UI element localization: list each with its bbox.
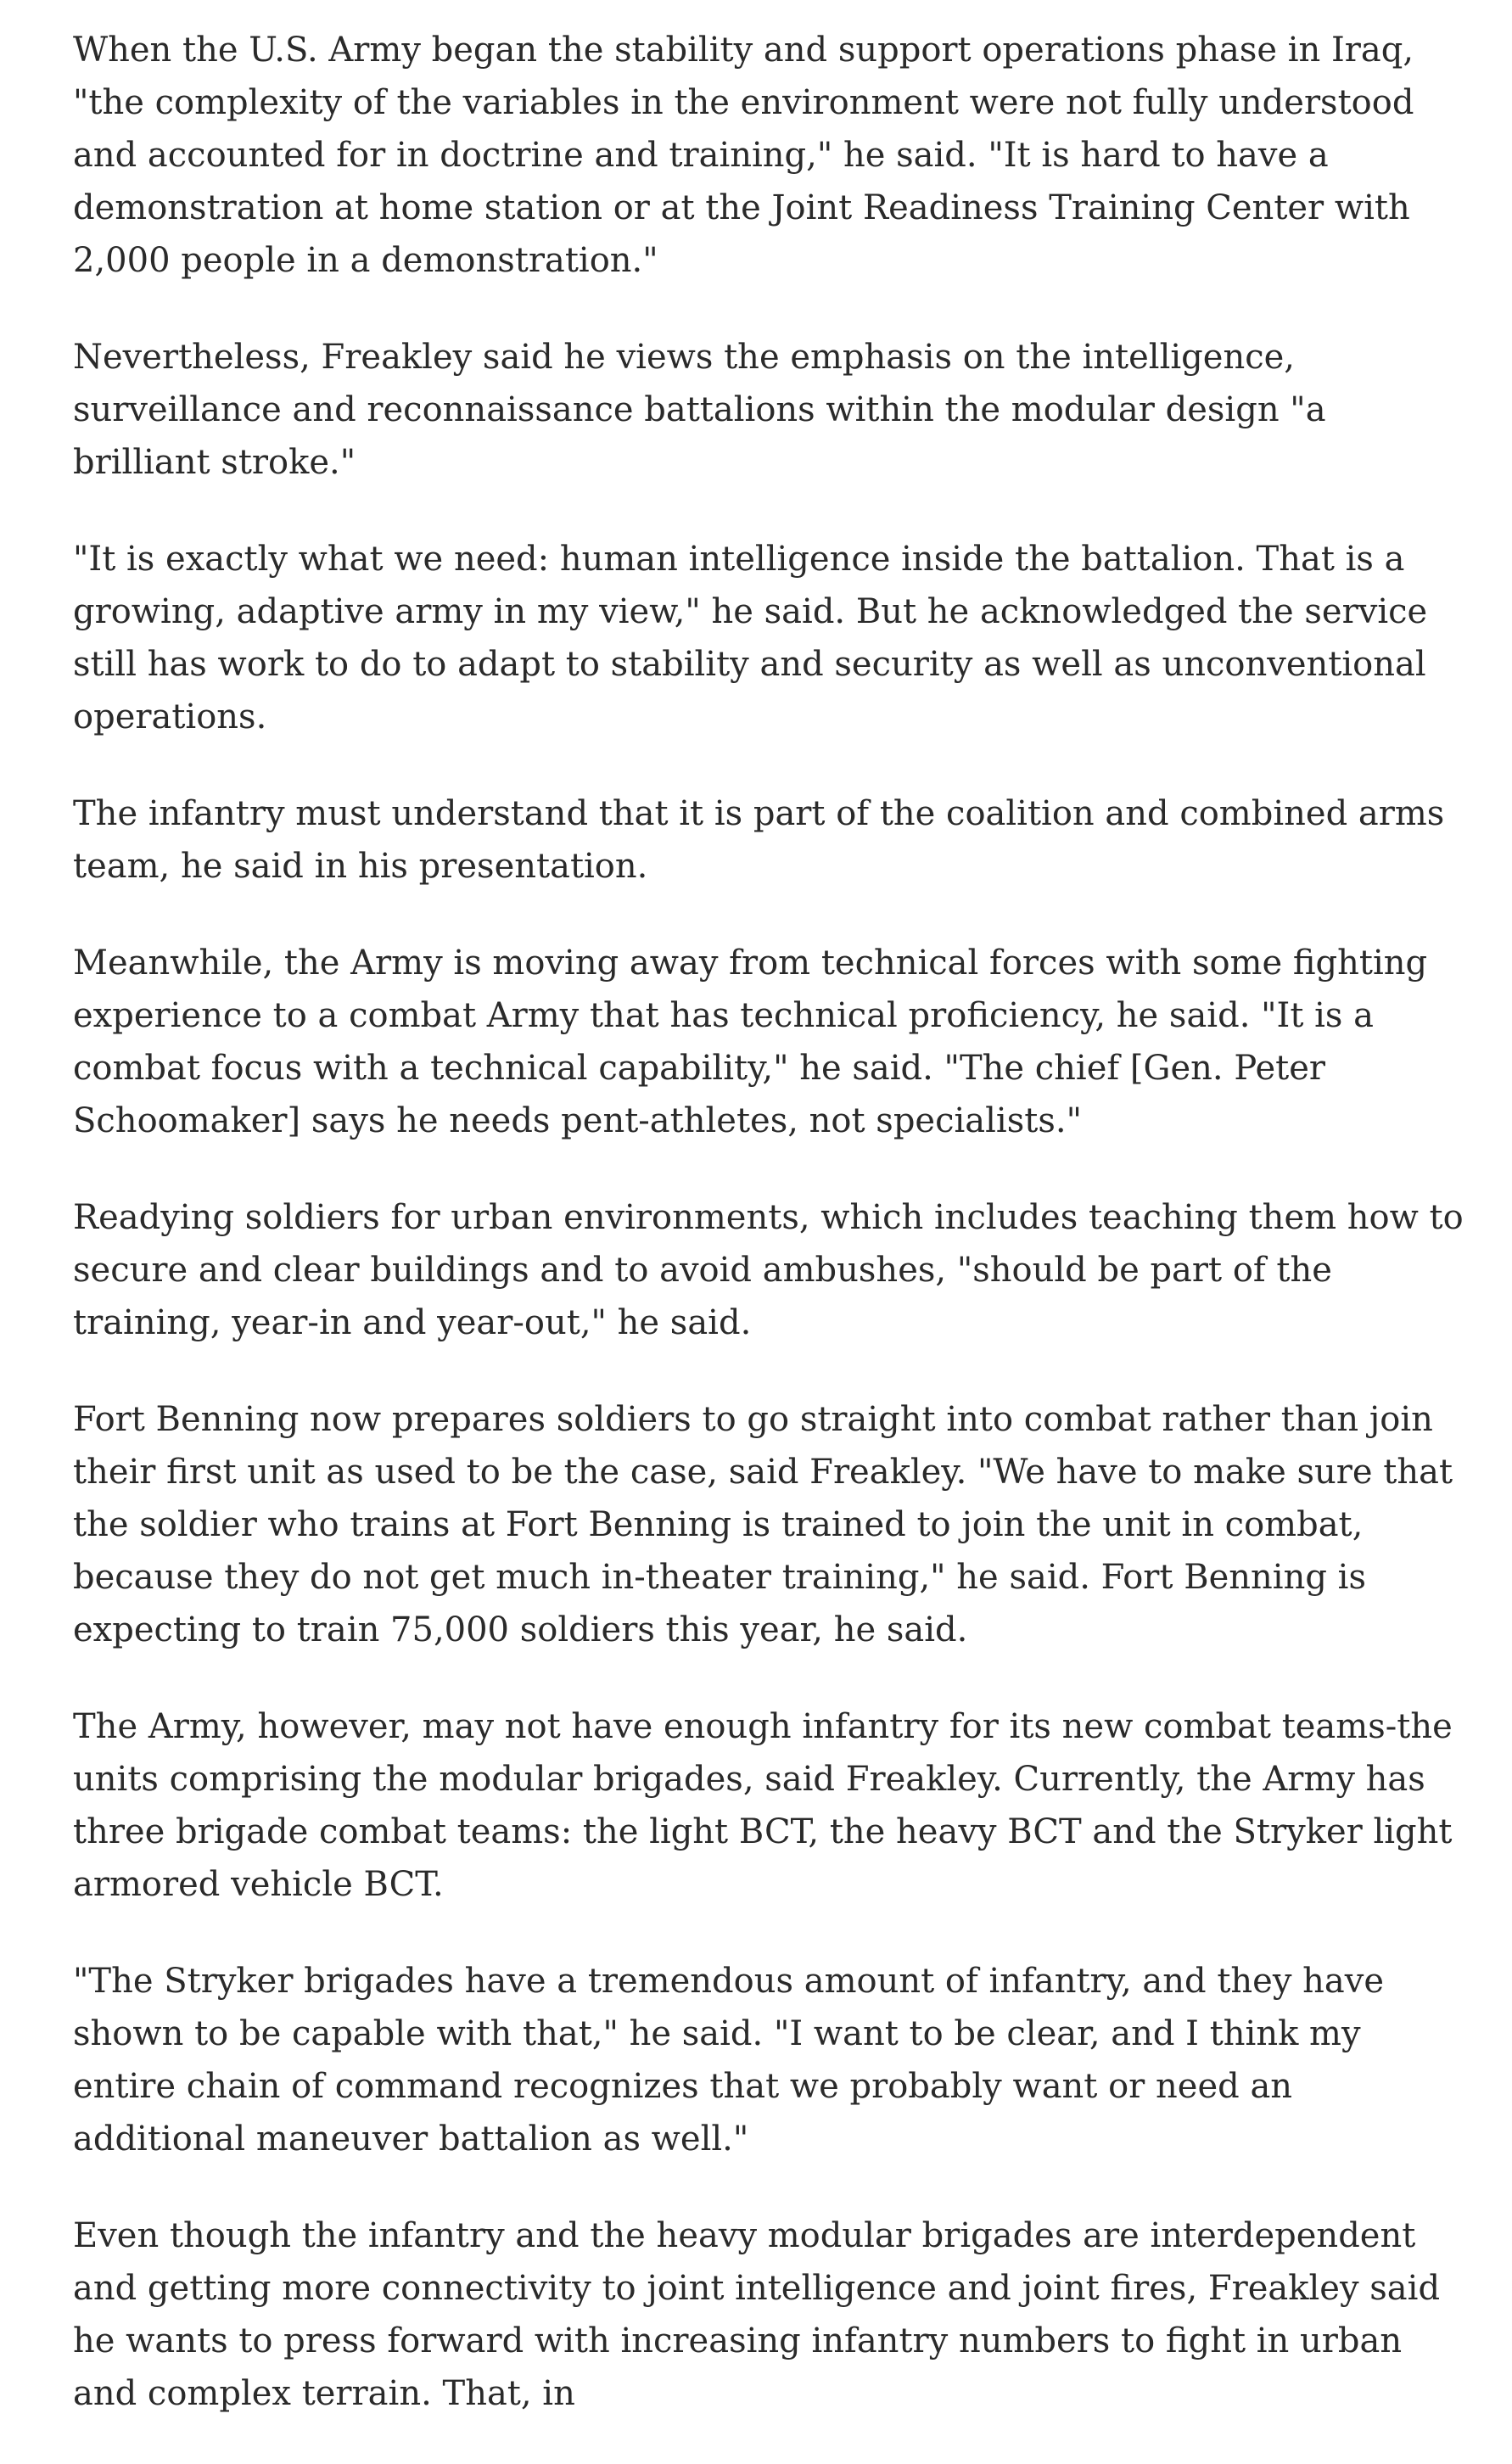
paragraph: The infantry must understand that it is part of the coalition and combined arms team, he said in his presentation. [73,794,1445,886]
paragraph: Even though the infantry and the heavy modular brigades are interdependent and getting more connectivity to joint intelligence and joint fires, Freakley said he wants to press forward with increasing infantry numbers to fight in urban and complex terrain. That, in [73,2216,1441,2413]
paragraph: When the U.S. Army began the stability and support operations phase in Iraq, "the complexity of the variables in the environment were not fully understood and accounted for in doctrine and training," he said. "It is hard to have a demonstration at home station or at the Joint Readiness Training Center with 2,000 people in a demonstration." [73,31,1414,280]
article-body [73,24,1464,2464]
paragraph: Meanwhile, the Army is moving away from technical forces with some fighting experience to a combat Army that has technical proficiency, he said. "It is a combat focus with a technical capability," he said. "The chief [Gen. Peter Schoomaker] says he needs pent-athletes, not specialists." [73,944,1428,1140]
paragraph: The Army, however, may not have enough infantry for its new combat teams-the units comprising the modular brigades, said Freakley. Currently, the Army has three brigade combat teams: the light BCT, the heavy BCT and the Stryker light armored vehicle BCT. [73,1707,1453,1904]
paragraph: "The Stryker brigades have a tremendous amount of infantry, and they have shown to be capable with that," he said. "I want to be clear, and I think my entire chain of command recognizes that we probably want or need an additional maneuver battalion as well." [73,1962,1385,2159]
paragraph: Fort Benning now prepares soldiers to go straight into combat rather than join their first unit as used to be the case, said Freakley. "We have to make sure that the soldier who trains at Fort Benning is trained to join the unit in combat, because they do not get much in-theater training," he said. Fort Benning is expecting to train 75,000 soldiers this year, he said. [73,1400,1453,1649]
paragraph: Nevertheless, Freakley said he views the emphasis on the intelligence, surveillance and reconnaissance battalions within the modular design "a brilliant stroke." [73,338,1326,482]
paragraph: Readying soldiers for urban environments, which includes teaching them how to secure and clear buildings and to avoid ambushes, "should be part of the training, year-in and year-out," he said. [73,1198,1464,1342]
paragraph: "It is exactly what we need: human intelligence inside the battalion. That is a growing, adaptive army in my view," he said. But he acknowledged the service still has work to do to adapt to stability and security as well as unconventional operations. [73,540,1428,736]
